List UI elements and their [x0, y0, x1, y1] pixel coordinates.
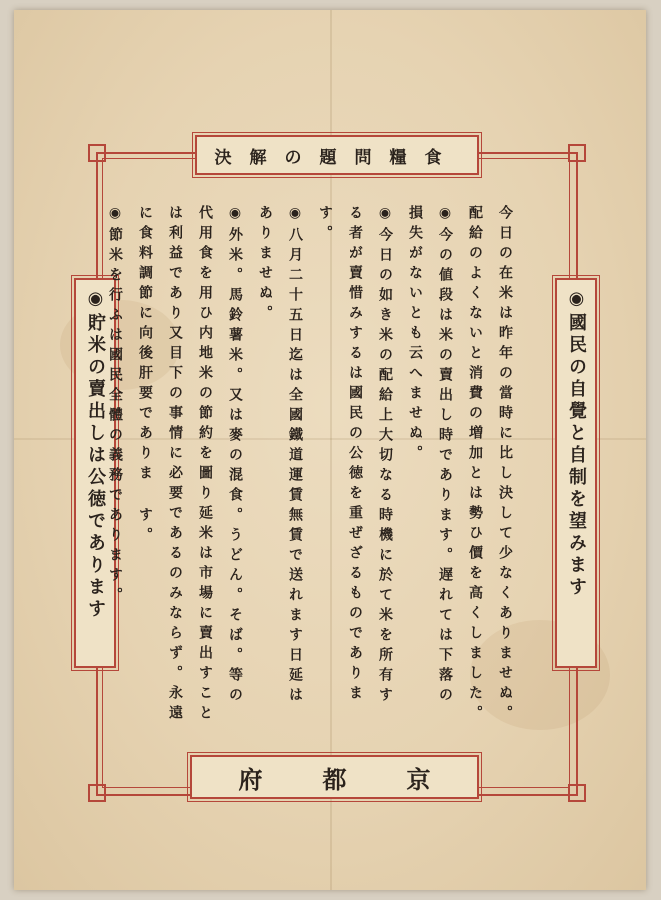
paragraph: ◉外米。馬鈴薯米。又は麥の混食。うどん。そば。等の代用食を用ひ内地米の節約を圖り延米は市場に賣出すことは利益であり又目下の事情に必要であるのみならず。永遠に食料調節に向後肝要でありま す。	[137, 205, 243, 725]
paragraph: ◉節米を行ふは國民全體の義務であります。	[107, 205, 123, 607]
body-text	[107, 205, 520, 725]
paragraph: 今日の在米は昨年の當時に比し決して少なくありませぬ。配給のよくないと消費の増加とは勢ひ價を高くしました。	[467, 205, 513, 725]
title-box	[195, 135, 479, 175]
frame-corner	[88, 144, 106, 162]
frame-corner	[88, 784, 106, 802]
page-title: 食糧問題の解決	[214, 147, 460, 168]
right-slogan: ◉國民の自覺と自制を望みます	[566, 288, 587, 599]
right-slogan-box	[555, 278, 597, 668]
paragraph: ◉八月二十五日迄は全國鐵道運賃無賃で送れます日延はありませぬ。	[257, 205, 303, 707]
paragraph: ◉今の値段は米の賣出し時であります。遅れては下落の損失がないとも云へませぬ。	[407, 205, 453, 707]
left-slogan: ◉貯米の賣出しは公徳であります	[85, 288, 106, 621]
issuer-box	[190, 755, 491, 799]
frame-corner	[568, 784, 586, 802]
paragraph: ◉今日の如き米の配給上大切なる時機に於て米を所有する者が賣惜みするは國民の公徳を重ぜざるものであります。	[317, 205, 393, 707]
frame-corner	[568, 144, 586, 162]
issuer-name: 京都府	[238, 764, 491, 794]
